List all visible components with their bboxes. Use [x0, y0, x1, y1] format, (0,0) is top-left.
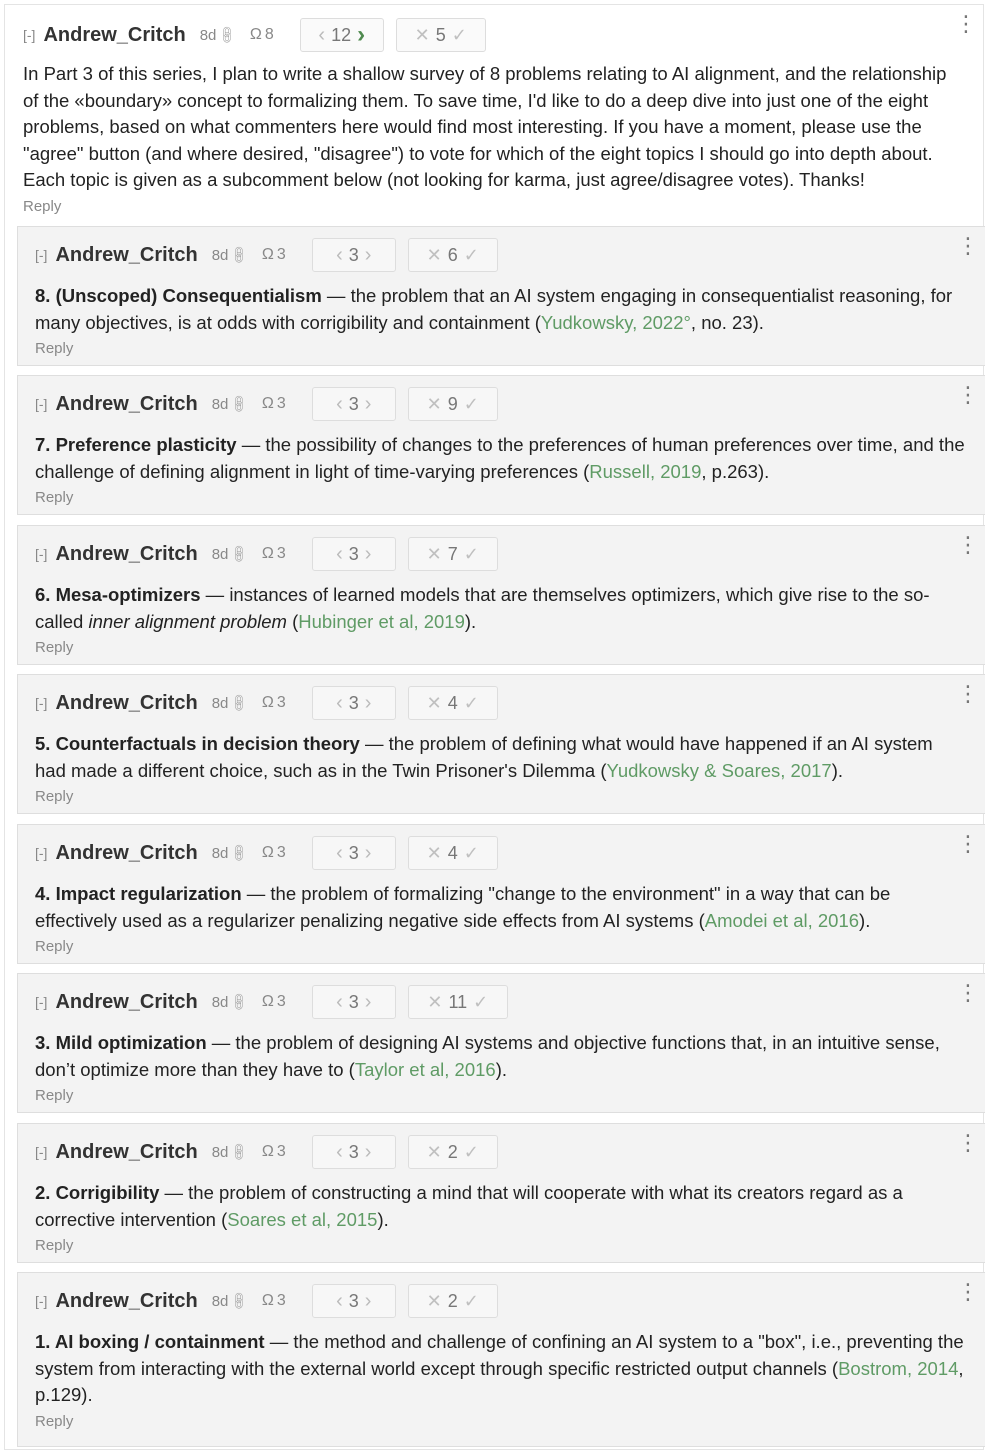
author-name[interactable]: Andrew_Critch	[55, 841, 198, 864]
comment-meta	[35, 831, 979, 869]
agree-icon[interactable]: ✓	[463, 842, 479, 863]
child-comment-7	[17, 375, 985, 515]
em-dash: —	[200, 584, 230, 605]
karma-score: 3	[348, 244, 359, 265]
comment-meta	[35, 532, 979, 570]
agree-icon[interactable]: ✓	[463, 1141, 479, 1162]
author-name[interactable]: Andrew_Critch	[55, 243, 198, 266]
agreement-score: 9	[447, 393, 458, 414]
reply-button[interactable]: Reply	[23, 197, 62, 215]
upvote-icon[interactable]: ›	[364, 990, 372, 1013]
agreement-score: 6	[447, 244, 458, 265]
karma-vote	[312, 686, 396, 720]
downvote-icon[interactable]: ‹	[336, 392, 343, 415]
disagree-icon[interactable]: ✕	[414, 24, 430, 45]
comment-meta	[35, 681, 979, 719]
karma-vote	[312, 1284, 396, 1318]
karma-score: 3	[348, 692, 359, 713]
citation-suffix: ).	[464, 610, 477, 632]
em-dash: —	[236, 434, 266, 455]
downvote-icon[interactable]: ‹	[336, 243, 343, 266]
more-options-icon[interactable]: ⋮	[957, 532, 979, 557]
citation-suffix: ).	[859, 909, 871, 931]
agreement-vote	[408, 686, 498, 720]
more-options-icon[interactable]: ⋮	[957, 681, 979, 706]
topic-title: 2. Corrigibility	[35, 1182, 160, 1203]
upvote-icon[interactable]: ›	[364, 1289, 372, 1312]
comment-body	[35, 881, 967, 934]
link-icon[interactable]: 🔗︎	[228, 392, 251, 415]
upvote-icon[interactable]: ›	[364, 1140, 372, 1163]
more-options-icon[interactable]: ⋮	[957, 233, 979, 258]
reply-button[interactable]: Reply	[35, 340, 74, 357]
af-karma: 3	[276, 395, 286, 412]
upvote-icon[interactable]: ›	[364, 392, 372, 415]
topic-title: 5. Counterfactuals in decision theory	[35, 733, 360, 754]
agree-icon[interactable]: ✓	[463, 692, 479, 713]
comment-age[interactable]: 8d	[211, 395, 229, 413]
more-options-icon[interactable]: ⋮	[957, 831, 979, 856]
topic-title: 4. Impact regularization	[35, 883, 242, 904]
reply-button[interactable]: Reply	[35, 1087, 74, 1104]
em-dash: —	[206, 1032, 236, 1053]
collapse-toggle[interactable]: [-]	[23, 27, 36, 43]
topic-description: the problem of formalizing "change to the environment" in a way that can be effectively used as a regularizer penalizing negative side effects from AI systems (	[35, 883, 891, 931]
link-icon[interactable]: 🔗︎	[228, 1289, 251, 1312]
karma-score: 3	[348, 842, 359, 863]
agreement-vote	[408, 836, 498, 870]
topic-description: the possibility of changes to the preferences of human preferences over time, and the challenge of defining alignment in light of time-varying preferences (	[35, 434, 965, 482]
citation-link[interactable]: Bostrom, 2014	[838, 1357, 959, 1379]
more-options-icon[interactable]: ⋮	[957, 1279, 979, 1304]
collapse-toggle[interactable]: [-]	[35, 1144, 48, 1160]
omega-icon: Ω	[261, 993, 274, 1010]
topic-description: the problem that an AI system engaging in consequentialist reasoning, for many objectives, is at odds with corrigibility and containment (	[35, 285, 953, 333]
comment-body	[35, 283, 967, 336]
af-karma: 3	[276, 844, 286, 861]
topic-title: 6. Mesa-optimizers	[35, 584, 201, 605]
karma-score: 3	[348, 1141, 359, 1162]
reply-button[interactable]: Reply	[35, 1237, 74, 1254]
upvote-icon[interactable]: ›	[364, 243, 372, 266]
agreement-vote	[396, 18, 486, 52]
topic-title: 1. AI boxing / containment	[35, 1331, 265, 1352]
citation-link[interactable]: Yudkowsky & Soares, 2017	[606, 759, 832, 781]
downvote-icon[interactable]: ‹	[336, 691, 343, 714]
comment-age[interactable]: 8d	[211, 1143, 229, 1161]
comment-body: In Part 3 of this series, I plan to write a shallow survey of 8 problems relating to AI alignment, and the relationship of the «boundary» concept to formalizing them. To save time, I'd like to do a deep dive into just one of the eight problems, based on what commenters here would find most interesting. If you have a moment, please use the "agree" button (and where desired, "disagree") to vote for which of the eight topics I should go into depth about. Each topic is given as a subcomment below (not looking for karma, just agree/disagree votes). Thanks!	[23, 63, 947, 190]
agreement-vote	[408, 1284, 498, 1318]
comment-meta	[35, 980, 979, 1018]
comment-age[interactable]: 8d	[211, 545, 229, 563]
disagree-icon[interactable]: ✕	[427, 991, 443, 1012]
citation-suffix: ).	[495, 1058, 508, 1080]
downvote-icon[interactable]: ‹	[336, 1289, 343, 1312]
citation-suffix: , p.263).	[701, 460, 770, 482]
comment-age[interactable]: 8d	[211, 246, 229, 264]
em-dash: —	[359, 733, 389, 754]
karma-vote	[312, 238, 396, 272]
agree-icon[interactable]: ✓	[463, 543, 479, 564]
em-dash: —	[321, 285, 351, 306]
karma-vote	[312, 1135, 396, 1169]
em-dash: —	[241, 883, 271, 904]
citation-link[interactable]: Amodei et al, 2016	[704, 909, 860, 931]
comment-meta	[35, 382, 979, 420]
topic-title: 7. Preference plasticity	[35, 434, 237, 455]
agreement-score: 2	[447, 1141, 458, 1162]
agreement-score: 4	[447, 842, 458, 863]
agreement-score: 7	[447, 543, 458, 564]
comment-age[interactable]: 8d	[211, 1292, 229, 1310]
more-options-icon[interactable]: ⋮	[955, 11, 977, 36]
comment-age[interactable]: 8d	[211, 844, 229, 862]
agreement-vote	[408, 537, 498, 571]
em-dash: —	[264, 1331, 294, 1352]
comment-body	[35, 1180, 967, 1233]
author-name[interactable]: Andrew_Critch	[55, 1289, 198, 1312]
comment-age[interactable]: 8d	[211, 694, 229, 712]
agreement-vote	[408, 238, 498, 272]
child-comment-8	[17, 226, 985, 366]
karma-vote	[312, 387, 396, 421]
karma-score: 12	[331, 24, 352, 45]
comment-age[interactable]: 8d	[211, 993, 229, 1011]
citation-link[interactable]: Soares et al, 2015	[227, 1208, 378, 1230]
agreement-score: 11	[448, 991, 468, 1012]
more-options-icon[interactable]: ⋮	[957, 382, 979, 407]
reply-button[interactable]: Reply	[35, 489, 74, 506]
agreement-vote	[408, 1135, 498, 1169]
af-karma: 3	[276, 993, 286, 1010]
comment-meta	[23, 11, 977, 51]
af-karma: 3	[276, 1292, 286, 1309]
downvote-icon[interactable]: ‹	[336, 542, 343, 565]
topic-description: the method and challenge of confining an AI system to a "box", i.e., preventing the system from interacting with the external world except through specific restricted output channels (	[35, 1331, 964, 1379]
karma-score: 3	[348, 991, 359, 1012]
upvote-icon[interactable]: ›	[364, 542, 372, 565]
link-icon[interactable]: 🔗︎	[228, 542, 251, 565]
author-name[interactable]: Andrew_Critch	[55, 990, 198, 1013]
topic-title: 8. (Unscoped) Consequentialism	[35, 285, 322, 306]
agree-icon[interactable]: ✓	[463, 393, 479, 414]
comment-body	[35, 1030, 967, 1083]
agree-icon[interactable]: ✓	[463, 1290, 479, 1311]
citation-suffix: , no. 23).	[690, 311, 764, 333]
topic-description: the problem of defining what would have happened if an AI system had made a different choice, such as in the Twin Prisoner's Dilemma (	[35, 733, 933, 781]
link-icon[interactable]: 🔗︎	[216, 23, 239, 46]
disagree-icon[interactable]: ✕	[426, 244, 442, 265]
disagree-icon[interactable]: ✕	[426, 393, 442, 414]
upvote-icon[interactable]: ›	[364, 841, 372, 864]
comment-age[interactable]: 8d	[199, 26, 217, 44]
omega-icon: Ω	[261, 1143, 274, 1160]
agreement-score: 2	[447, 1290, 458, 1311]
omega-icon: Ω	[261, 1292, 274, 1309]
collapse-toggle[interactable]: [-]	[35, 994, 48, 1010]
agreement-vote	[408, 387, 498, 421]
collapse-toggle[interactable]: [-]	[35, 546, 48, 562]
disagree-icon[interactable]: ✕	[426, 692, 442, 713]
disagree-icon[interactable]: ✕	[426, 1141, 442, 1162]
downvote-icon[interactable]: ‹	[336, 1140, 343, 1163]
author-name[interactable]: Andrew_Critch	[55, 542, 198, 565]
collapse-toggle[interactable]: [-]	[35, 247, 48, 263]
karma-score: 3	[348, 1290, 359, 1311]
omega-icon: Ω	[249, 26, 262, 43]
link-icon[interactable]: 🔗︎	[228, 691, 251, 714]
karma-vote	[300, 18, 384, 52]
omega-icon: Ω	[261, 694, 274, 711]
citation-suffix: ).	[831, 759, 844, 781]
downvote-icon[interactable]: ‹	[318, 23, 326, 46]
comment-meta	[35, 1130, 979, 1168]
link-icon[interactable]: 🔗︎	[228, 243, 251, 266]
more-options-icon[interactable]: ⋮	[957, 1130, 979, 1155]
more-options-icon[interactable]: ⋮	[957, 980, 979, 1005]
comment-body	[35, 582, 967, 635]
disagree-icon[interactable]: ✕	[426, 543, 442, 564]
author-name[interactable]: Andrew_Critch	[55, 691, 198, 714]
agree-icon[interactable]: ✓	[451, 24, 467, 45]
topic-description: the problem of constructing a mind that will cooperate with what its creators regard as a corrective intervention (	[35, 1182, 903, 1230]
citation-link[interactable]: Hubinger et al, 2019	[298, 610, 465, 632]
topic-description: the problem of designing AI systems and objective functions that, in an intuitive sense, don’t optimize more than they have to (	[35, 1032, 940, 1080]
collapse-toggle[interactable]: [-]	[35, 845, 48, 861]
citation-suffix: ).	[377, 1208, 389, 1230]
karma-vote	[312, 537, 396, 571]
comment-body	[35, 1329, 967, 1409]
child-comment-3	[17, 973, 985, 1113]
omega-icon: Ω	[261, 545, 274, 562]
reply-button[interactable]: Reply	[35, 938, 74, 955]
disagree-icon[interactable]: ✕	[426, 842, 442, 863]
author-name[interactable]: Andrew_Critch	[43, 23, 186, 46]
emphasized-term: inner alignment problem	[88, 610, 287, 632]
em-dash: —	[159, 1182, 189, 1203]
reply-button[interactable]: Reply	[35, 1412, 74, 1430]
disagree-icon[interactable]: ✕	[426, 1290, 442, 1311]
agree-icon[interactable]: ✓	[473, 991, 489, 1012]
af-karma: 3	[276, 246, 286, 263]
reply-button[interactable]: Reply	[35, 639, 74, 656]
link-icon[interactable]: 🔗︎	[228, 990, 251, 1013]
child-comment-4	[17, 824, 985, 964]
topic-title: 3. Mild optimization	[35, 1032, 207, 1053]
citation-link[interactable]: Russell, 2019	[589, 460, 702, 482]
af-karma: 8	[264, 26, 274, 43]
agreement-score: 5	[435, 24, 446, 45]
comment-thread	[4, 4, 984, 1450]
reply-button[interactable]: Reply	[35, 788, 74, 805]
collapse-toggle[interactable]: [-]	[35, 1293, 48, 1309]
topic-description: instances of learned models that are themselves optimizers, which give rise to the so-called	[35, 584, 930, 632]
citation-suffix: , p.129).	[35, 1357, 964, 1405]
omega-icon: Ω	[261, 395, 274, 412]
child-comment-1	[17, 1272, 985, 1447]
upvote-icon[interactable]: ›	[357, 21, 366, 48]
karma-score: 3	[348, 393, 359, 414]
link-icon[interactable]: 🔗︎	[228, 841, 251, 864]
af-karma: 3	[276, 694, 286, 711]
karma-vote	[312, 985, 396, 1019]
karma-vote	[312, 836, 396, 870]
af-karma: 3	[276, 1143, 286, 1160]
omega-icon: Ω	[261, 844, 274, 861]
comment-meta	[35, 1279, 979, 1317]
downvote-icon[interactable]: ‹	[336, 841, 343, 864]
citation-link[interactable]: Taylor et al, 2016	[354, 1058, 496, 1080]
child-comment-5	[17, 674, 985, 814]
agree-icon[interactable]: ✓	[463, 244, 479, 265]
top-comment	[5, 5, 983, 224]
agreement-vote	[408, 985, 508, 1019]
comment-body	[35, 731, 967, 784]
topic-description-cont: (	[286, 610, 299, 632]
link-icon[interactable]: 🔗︎	[228, 1140, 251, 1163]
karma-score: 3	[348, 543, 359, 564]
omega-icon: Ω	[261, 246, 274, 263]
author-name[interactable]: Andrew_Critch	[55, 1140, 198, 1163]
agreement-score: 4	[447, 692, 458, 713]
collapse-toggle[interactable]: [-]	[35, 396, 48, 412]
comment-body	[35, 432, 967, 485]
upvote-icon[interactable]: ›	[364, 691, 372, 714]
comment-meta	[35, 233, 979, 271]
author-name[interactable]: Andrew_Critch	[55, 392, 198, 415]
citation-link[interactable]: Yudkowsky, 2022°	[540, 311, 691, 333]
child-comment-6	[17, 525, 985, 665]
collapse-toggle[interactable]: [-]	[35, 695, 48, 711]
af-karma: 3	[276, 545, 286, 562]
downvote-icon[interactable]: ‹	[336, 990, 343, 1013]
child-comment-2	[17, 1123, 985, 1263]
